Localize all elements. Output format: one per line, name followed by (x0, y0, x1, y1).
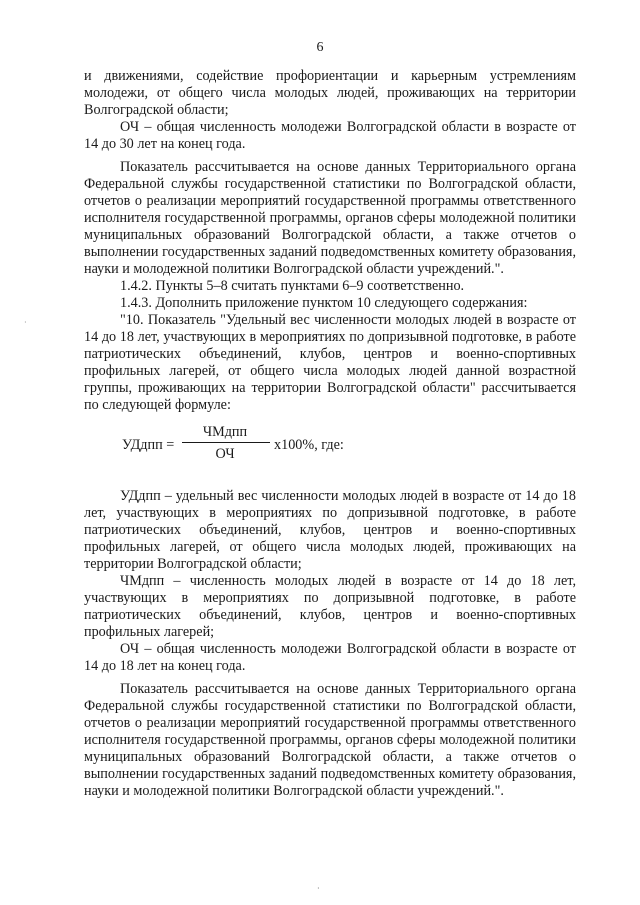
document-body (84, 68, 576, 800)
scan-speck: · (317, 884, 320, 893)
formula-lhs: УДдпп = (122, 437, 175, 453)
paragraph: ОЧ – общая численность молодежи Волгоградской области в возрасте от 14 до 30 лет на конец года. (84, 119, 576, 152)
paragraph: 1.4.3. Дополнить приложение пунктом 10 следующего содержания: (120, 295, 528, 311)
paragraph: 1.4.2. Пункты 5–8 считать пунктами 6–9 соответственно. (120, 278, 465, 294)
paragraph: УДдпп – удельный вес численности молодых людей в возрасте от 14 до 18 лет, участвующих в мероприятиях по допризывной подготовке, в работе патриотических объединений, клубов, центров и военно-спортивных профильных лагерей, от общего числа молодых людей, проживающих на территории Волгоградской области; (84, 488, 576, 572)
fraction-bar (182, 442, 270, 443)
paragraph: "10. Показатель "Удельный вес численности молодых людей в возрасте от 14 до 18 лет, участвующих в мероприятиях по допризывной подготовке, в работе патриотических объединений, клубов, центров и военно-спортивных профильных лагерей, от общего числа молодых людей данной возрастной группы, проживающих на территории Волгоградской области" рассчитывается по следующей формуле: (84, 312, 576, 413)
paragraph: ОЧ – общая численность молодежи Волгоградской области в возрасте от 14 до 18 лет на конец года. (84, 641, 576, 674)
paragraph: и движениями, содействие профориентации и карьерным устремлениям молодежи, от общего числа молодых людей, проживающих на территории Волгоградской области; (84, 68, 576, 118)
paragraph: Показатель рассчитывается на основе данных Территориального органа Федеральной службы государственной статистики по Волгоградской области, отчетов о реализации мероприятий государственной программы ответственного исполнителя государственной программы, органов сферы молодежной политики муниципальных образований Волгоградской области, а также отчетов о выполнении государственных заданий подведомственных комитету образования, науки и молодежной политики Волгоградской области учреждений.". (84, 159, 576, 277)
page-number: 6 (316, 40, 324, 55)
paragraph: Показатель рассчитывается на основе данных Территориального органа Федеральной службы государственной статистики по Волгоградской области, отчетов о реализации мероприятий государственной программы ответственного исполнителя государственной программы, органов сферы молодежной политики муниципальных образований Волгоградской области, а также отчетов о выполнении государственных заданий подведомственных комитету образования, науки и молодежной политики Волгоградской области учреждений.". (84, 681, 576, 799)
formula-denominator: ОЧ (215, 446, 235, 462)
formula-rhs: x100%, где: (274, 437, 344, 453)
formula-numerator: ЧМдпп (202, 424, 248, 440)
formula (84, 424, 576, 468)
paragraph: ЧМдпп – численность молодых людей в возрасте от 14 до 18 лет, участвующих в мероприятиях по допризывной подготовке, в работе патриотических объединений, клубов, центров и военно-спортивных профильных лагерей; (84, 573, 576, 640)
scan-speck: · (24, 318, 27, 327)
